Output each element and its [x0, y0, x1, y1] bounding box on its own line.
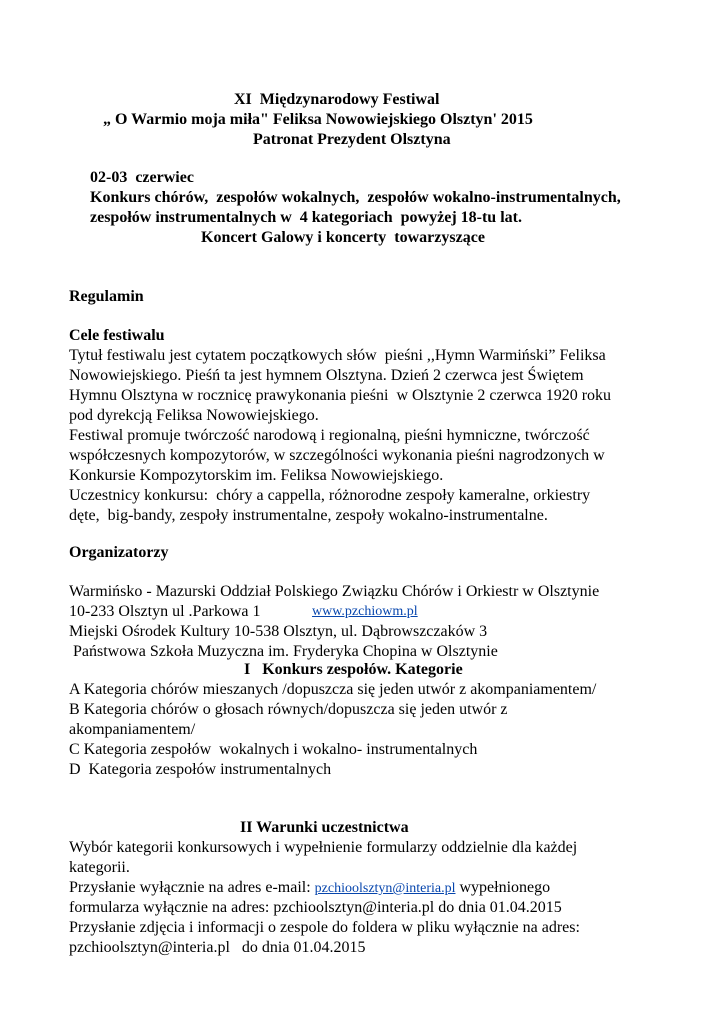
organizer-line: Warmińsko - Mazurski Oddział Polskiego Związku Chórów i Orkiestr w Olsztynie [69, 583, 600, 600]
category-line: C Kategoria zespołów wokalnych i wokalno- instrumentalnych [69, 741, 478, 758]
organizatorzy-heading: Organizatorzy [69, 544, 169, 561]
festival-subtitle: „ O Warmio moja miła" Feliksa Nowowiejskiego Olsztyn' 2015 [103, 111, 533, 128]
contest-description-line: zespołów instrumentalnych w 4 kategoriach powyżej 18-tu lat. [90, 209, 522, 226]
organizer-line: Miejski Ośrodek Kultury 10-538 Olsztyn, ul. Dąbrowszczaków 3 [69, 623, 488, 640]
cele-text-line: Uczestnicy konkursu: chóry a cappella, różnorodne zespoły kameralne, orkiestry [69, 487, 591, 504]
email-link[interactable]: pzchioolsztyn@interia.pl [314, 881, 456, 896]
cele-text-line: Festiwal promuje twórczość narodową i regionalną, pieśni hymniczne, twórczość [69, 427, 590, 444]
cele-text-line: dęte, big-bandy, zespoły instrumentalne, zespoły wokalno-instrumentalne. [69, 507, 548, 524]
warunki-line: Wybór kategorii konkursowych i wypełnienie formularzy oddzielnie dla każdej [69, 839, 578, 856]
organizer-line: Państwowa Szkoła Muzyczna im. Fryderyka Chopina w Olsztynie [69, 643, 498, 660]
category-line: akompaniamentem/ [69, 721, 196, 738]
cele-text-line: współczesnych kompozytorów, w szczególności wykonania pieśni nagrodzonych w [69, 447, 605, 464]
cele-text-line: Tytuł festiwalu jest cytatem początkowych słów pieśni ,,Hymn Warmiński” Feliksa [69, 347, 606, 364]
cele-text-line: Hymnu Olsztyna w rocznicę prawykonania pieśni w Olsztynie 2 czerwca 1920 roku [69, 387, 612, 404]
warunki-line: pzchioolsztyn@interia.pl do dnia 01.04.2015 [69, 939, 366, 956]
festival-date: 02-03 czerwiec [90, 169, 194, 186]
organizer-address: 10-233 Olsztyn ul .Parkowa 1 [69, 603, 261, 620]
organizer-website-link[interactable]: www.pzchiowm.pl [312, 604, 418, 619]
warunki-heading: II Warunki uczestnictwa [240, 819, 409, 836]
cele-text-line: pod dyrekcją Feliksa Nowowiejskiego. [69, 407, 319, 424]
cele-text-line: Konkursie Kompozytorskim im. Feliksa Nowowiejskiego. [69, 467, 444, 484]
warunki-line: kategorii. [69, 859, 130, 876]
warunki-email-text: wypełnionego [455, 879, 551, 896]
warunki-email-line [69, 878, 550, 899]
patronage-line: Patronat Prezydent Olsztyna [253, 131, 451, 148]
kategorie-heading: I Konkurs zespołów. Kategorie [244, 661, 463, 678]
category-line: A Kategoria chórów mieszanych /dopuszcza się jeden utwór z akompaniamentem/ [69, 681, 597, 698]
warunki-line: formularza wyłącznie na adres: pzchioolsztyn@interia.pl do dnia 01.04.2015 [69, 899, 562, 916]
regulamin-heading: Regulamin [69, 288, 144, 305]
cele-heading: Cele festiwalu [69, 327, 165, 344]
warunki-line: Przysłanie zdjęcia i informacji o zespole do foldera w pliku wyłącznie na adres: [69, 919, 580, 936]
category-line: D Kategoria zespołów instrumentalnych [69, 761, 332, 778]
cele-text-line: Nowowiejskiego. Pieśń ta jest hymnem Olsztyna. Dzień 2 czerwca jest Świętem [69, 367, 584, 384]
contest-description-line: Konkurs chórów, zespołów wokalnych, zespołów wokalno-instrumentalnych, [90, 189, 621, 206]
warunki-email-text: Przysłanie wyłącznie na adres e-mail: [69, 879, 315, 896]
festival-title: XI Międzynarodowy Festiwal [234, 91, 440, 108]
concert-line: Koncert Galowy i koncerty towarzyszące [201, 229, 485, 246]
category-line: B Kategoria chórów o głosach równych/dopuszcza się jeden utwór z [69, 701, 508, 718]
